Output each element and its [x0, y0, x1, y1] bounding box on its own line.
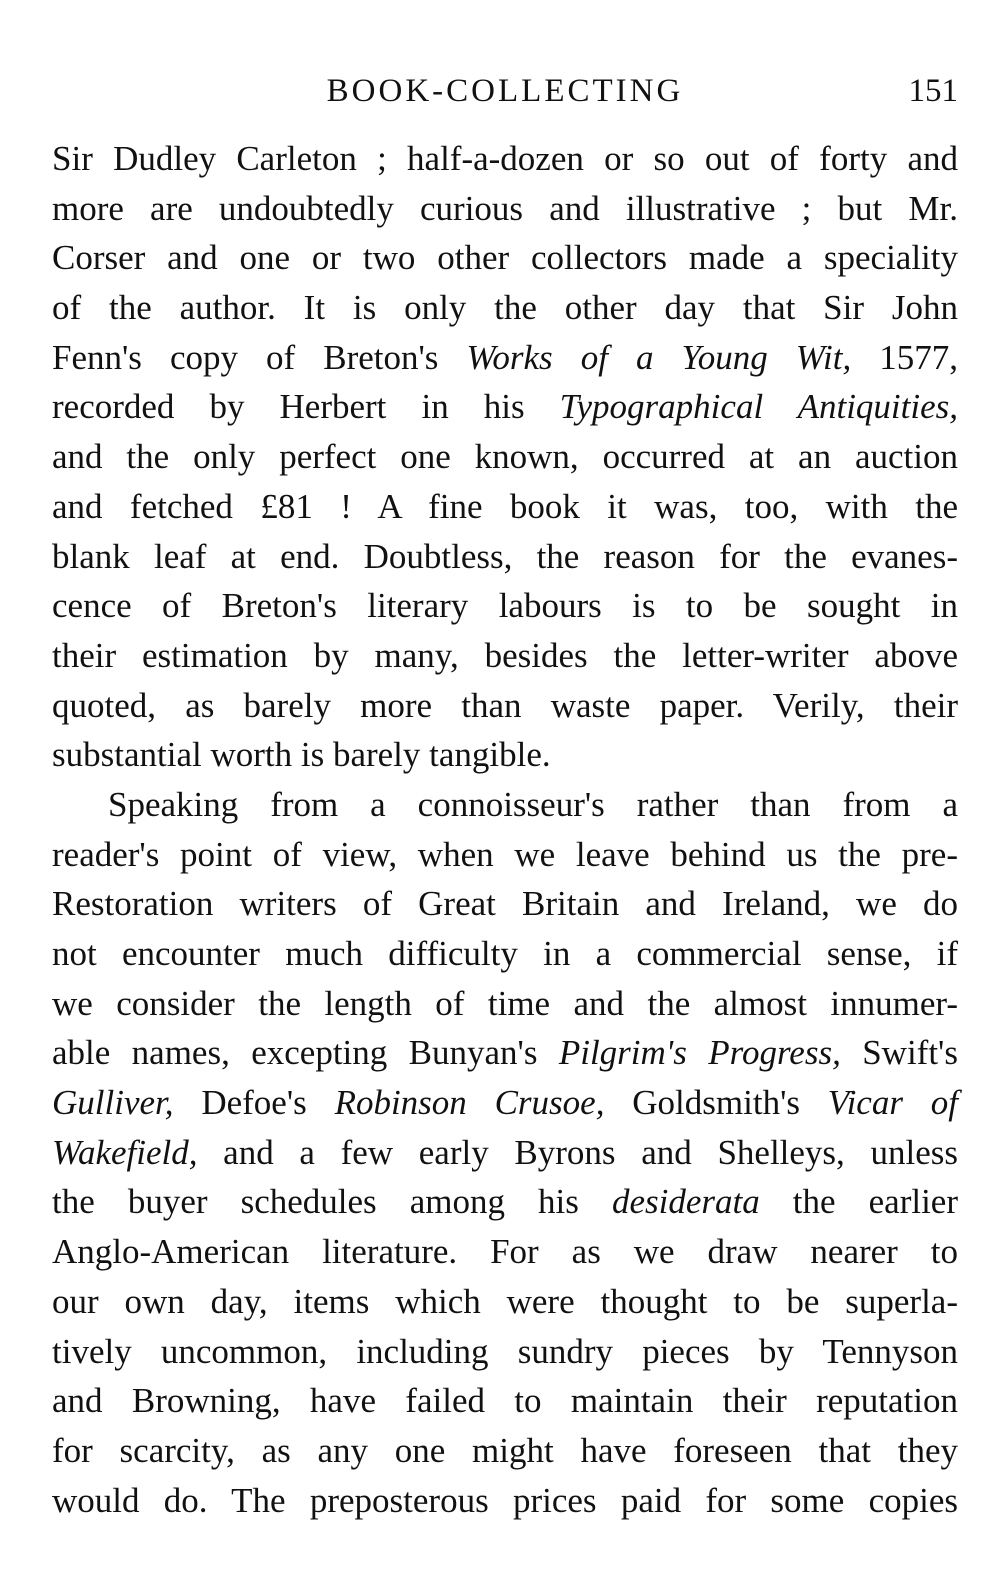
text-segment: quoted, as barely more than waste paper. Verily, their [52, 685, 958, 725]
text-line [52, 929, 958, 979]
text-segment: the buyer schedules among his [52, 1182, 612, 1222]
text-line [52, 482, 958, 532]
text-line [52, 233, 958, 283]
text-segment: Swift's [840, 1033, 958, 1073]
italic-title-text: Vicar of [827, 1083, 958, 1123]
italic-title-text: Pilgrim's Progress, [558, 1033, 841, 1073]
text-line [52, 1426, 958, 1476]
text-segment: 1577, [851, 337, 959, 377]
text-line [52, 1327, 958, 1377]
text-segment: able names, excepting Bunyan's [52, 1033, 559, 1073]
running-title: BOOK-COLLECTING [326, 73, 684, 109]
text-segment: Fenn's copy of Breton's [52, 337, 467, 377]
text-segment: and Browning, have failed to maintain their reputation [52, 1381, 958, 1421]
text-line [52, 1177, 958, 1227]
text-segment: blank leaf at end. Doubtless, the reason for the evanes- [52, 536, 958, 576]
text-line [52, 1128, 958, 1178]
italic-title-text: desiderata [611, 1182, 760, 1222]
text-segment: and a few early Byrons and Shelleys, unless [197, 1132, 958, 1172]
text-line [52, 830, 958, 880]
text-segment: their estimation by many, besides the letter-writer above [52, 635, 958, 675]
text-segment: and the only perfect one known, occurred at an auction [52, 437, 958, 477]
text-segment: for scarcity, as any one might have foreseen that they [52, 1430, 958, 1470]
text-line [52, 134, 958, 184]
text-segment: our own day, items which were thought to be superla- [52, 1281, 958, 1321]
text-line [52, 581, 958, 631]
text-segment: Corser and one or two other collectors made a speciality [52, 238, 958, 278]
italic-title-text: Gulliver, [52, 1083, 174, 1123]
text-line [52, 1227, 958, 1277]
text-segment: would do. The preposterous prices paid for some copies [52, 1480, 958, 1520]
text-segment: Sir Dudley Carleton ; half-a-dozen or so out of forty and [52, 139, 958, 178]
text-segment: not encounter much difficulty in a commercial sense, if [52, 934, 958, 973]
text-line [52, 1277, 958, 1327]
text-segment: cence of Breton's literary labours is to be sought in [52, 586, 958, 626]
text-segment: Defoe's [173, 1083, 335, 1123]
text-line [52, 979, 958, 1029]
text-line [52, 184, 958, 234]
text-line [52, 631, 958, 681]
text-line [52, 879, 958, 929]
italic-title-text: Works of a Young Wit, [466, 337, 852, 377]
text-line [52, 681, 958, 731]
running-head [52, 66, 958, 116]
text-line [52, 1376, 958, 1426]
text-segment: reader's point of view, when we leave behind us the pre- [52, 834, 958, 874]
text-line [52, 532, 958, 582]
text-segment: Restoration writers of Great Britain and Ireland, we do [52, 884, 958, 924]
text-segment: of the author. It is only the other day that Sir John [52, 288, 958, 328]
text-segment: Goldsmith's [604, 1083, 828, 1123]
body-text [52, 134, 958, 1525]
text-line [52, 382, 958, 432]
text-segment: the earlier [759, 1182, 958, 1222]
text-line [52, 432, 958, 482]
italic-title-text: Typographical Antiquities, [559, 387, 958, 427]
text-segment: substantial worth is barely tangible. [52, 735, 551, 775]
text-segment: Anglo-American literature. For as we draw nearer to [52, 1232, 958, 1272]
text-segment: and fetched £81 ! A fine book it was, too, with the [52, 486, 958, 526]
text-line [52, 730, 958, 780]
text-line [52, 1028, 958, 1078]
text-segment: Speaking from a connoisseur's rather than from a [108, 784, 958, 824]
text-line [52, 1476, 958, 1526]
italic-title-text: Robinson Crusoe, [334, 1083, 605, 1123]
text-segment: tively uncommon, including sundry pieces by Tennyson [52, 1331, 958, 1371]
italic-title-text: Wakefield, [52, 1132, 198, 1172]
text-line [52, 780, 958, 830]
text-line [52, 1078, 958, 1128]
text-line [52, 333, 958, 383]
text-segment: recorded by Herbert in his [52, 387, 560, 427]
text-segment: more are undoubtedly curious and illustrative ; but Mr. [52, 188, 958, 228]
text-line [52, 283, 958, 333]
text-segment: we consider the length of time and the almost innumer- [52, 983, 958, 1023]
page-number: 151 [908, 73, 958, 109]
